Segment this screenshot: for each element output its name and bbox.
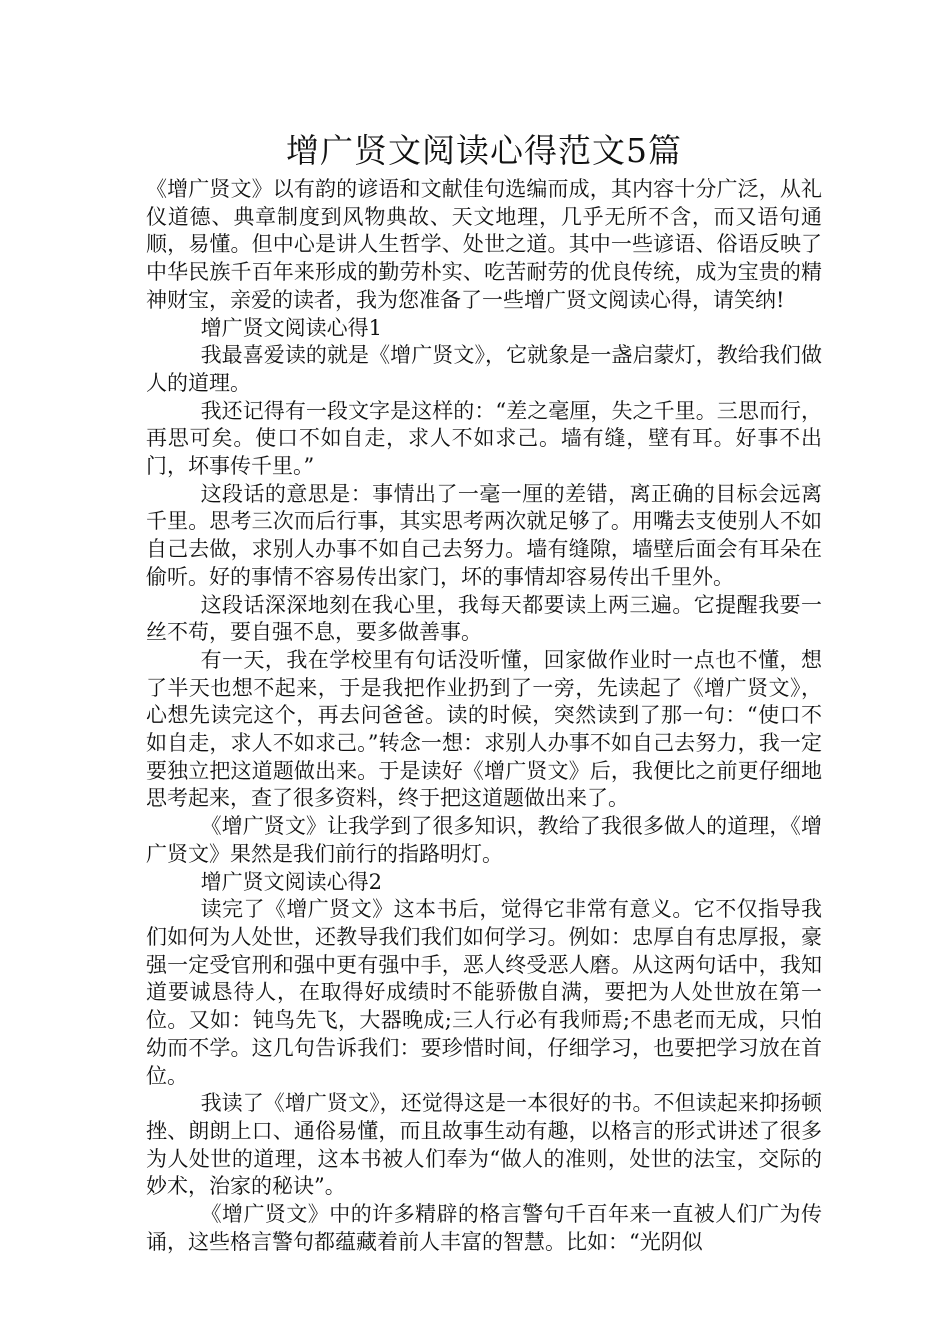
section-heading-1: 增广贤文阅读心得1	[200, 315, 382, 340]
section-1-paragraph-3: 这段话的意思是：事情出了一毫一厘的差错，离正确的目标会远离千里。思考三次而后行事，其实思考两次就足够了。用嘴去支使别人不如自己去做，求别人办事不如自己去努力。墙有缝隙，墙壁后面会有耳朵在偷听。好的事情不容易传出家门，坏的事情却容易传出千里外。	[146, 481, 822, 589]
section-1-paragraph-5: 有一天，我在学校里有句话没听懂，回家做作业时一点也不懂，想了半天也想不起来，于是我把作业扔到了一旁，先读起了《增广贤文》，心想先读完这个，再去问爸爸。读的时候，突然读到了那一句：“使口不如自走，求人不如求己。”转念一想：求别人办事不如自己去努力，我一定要独立把这道题做出来。于是读好《增广贤文》后，我便比之前更仔细地思考起来，查了很多资料，终于把这道题做出来了。	[146, 647, 822, 811]
section-2-paragraph-1: 读完了《增广贤文》这本书后，觉得它非常有意义。它不仅指导我们如何为人处世，还教导我们我们如何学习。例如：忠厚自有忠厚报，豪强一定受官刑和强中更有强中手，恶人终受恶人磨。从这两句话中，我知道要诚恳待人，在取得好成绩时不能骄傲自满，要把为人处世放在第一位。又如：钝鸟先飞，大器晚成;三人行必有我师焉;不患老而无成，只怕幼而不学。这几句告诉我们：要珍惜时间，仔细学习，也要把学习放在首位。	[146, 897, 822, 1088]
document-title: 增广贤文阅读心得范文5篇	[286, 131, 682, 170]
section-1-paragraph-6: 《增广贤文》让我学到了很多知识，教给了我很多做人的道理，《增广贤文》果然是我们前行的指路明灯。	[146, 814, 822, 866]
section-1-paragraph-1: 我最喜爱读的就是《增广贤文》，它就象是一盏启蒙灯，教给我们做人的道理。	[146, 343, 822, 395]
section-2-paragraph-3: 《增广贤文》中的许多精辟的格言警句千百年来一直被人们广为传诵，这些格言警句都蕴藏着前人丰富的智慧。比如：“光阴似	[146, 1202, 822, 1254]
section-1-paragraph-4: 这段话深深地刻在我心里，我每天都要读上两三遍。它提醒我要一丝不苟，要自强不息，要多做善事。	[146, 592, 822, 645]
intro-paragraph: 《增广贤文》以有韵的谚语和文献佳句选编而成，其内容十分广泛，从礼仪道德、典章制度到风物典故、天文地理，几乎无所不含，而又语句通顺，易懂。但中心是讲人生哲学、处世之道。其中一些谚语、俗语反映了中华民族千百年来形成的勤劳朴实、吃苦耐劳的优良传统，成为宝贵的精神财宝，亲爱的读者，我为您准备了一些增广贤文阅读心得，请笑纳!	[146, 177, 822, 312]
document-page	[146, 128, 822, 1256]
section-heading-2: 增广贤文阅读心得2	[200, 869, 382, 894]
section-1-paragraph-2: 我还记得有一段文字是这样的：“差之毫厘，失之千里。三思而行，再思可矣。使口不如自走，求人不如求己。墙有缝，壁有耳。好事不出门，坏事传千里。”	[146, 398, 822, 479]
section-2-paragraph-2: 我读了《增广贤文》，还觉得这是一本很好的书。不但读起来抑扬顿挫、朗朗上口、通俗易懂，而且故事生动有趣，以格言的形式讲述了很多为人处世的道理，这本书被人们奉为“做人的准则，处世的法宝，交际的妙术，治家的秘诀”。	[146, 1091, 822, 1199]
